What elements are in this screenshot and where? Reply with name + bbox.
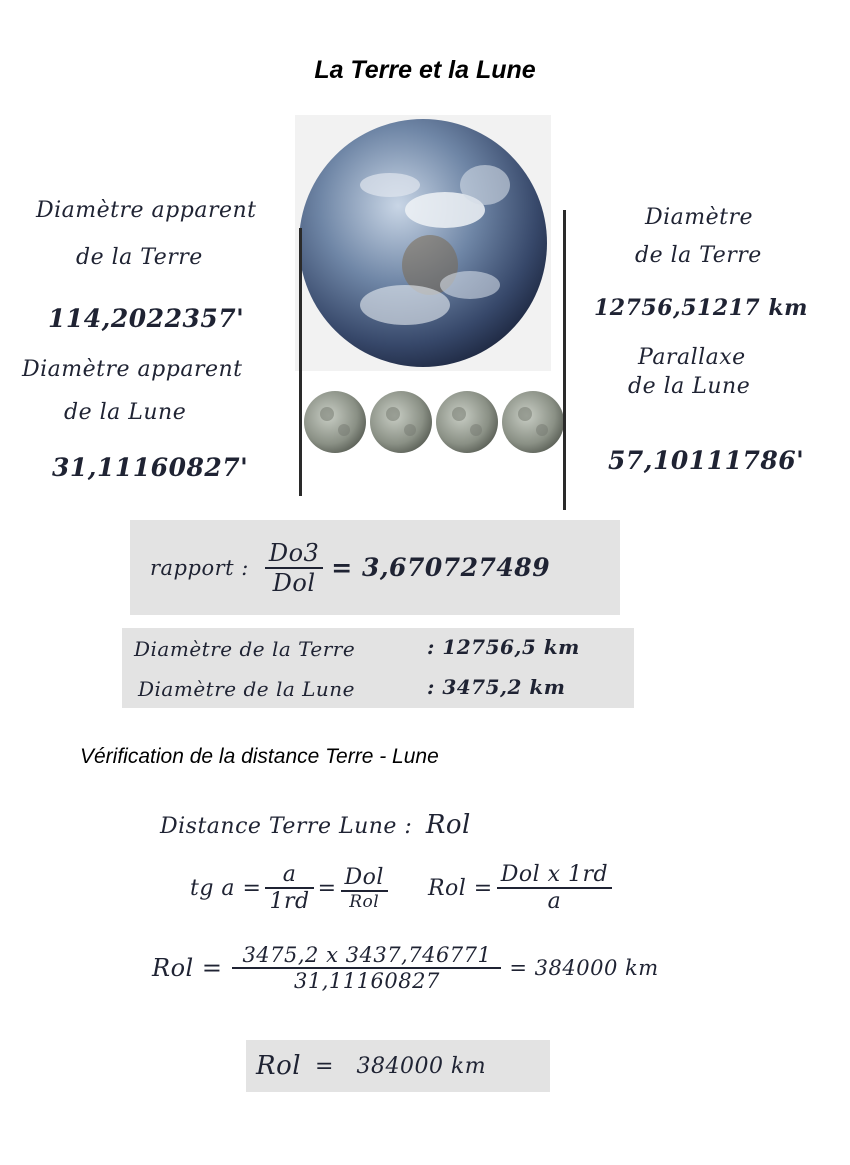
earth-image (295, 115, 551, 371)
tg-fraction-2 (341, 865, 388, 912)
ratio-denominator: Dol (272, 568, 316, 597)
arcmin-mark: ' (240, 453, 249, 482)
tg-prefix: tg a = (190, 875, 262, 901)
moon-apparent-value (52, 453, 248, 482)
ratio-result: = 3,670727489 (331, 553, 551, 582)
calc-numerator: 3475,2 x 3437,746771 (232, 943, 501, 969)
result-symbol: Rol (256, 1051, 302, 1081)
parallax-label-1: Parallaxe (638, 345, 746, 370)
moon-icon-3 (436, 391, 498, 453)
ratio-box (130, 520, 620, 615)
tangent-formula (190, 862, 612, 914)
moon-apparent-number: 31,11160827 (52, 453, 241, 482)
right-divider (563, 210, 566, 510)
moon-icon-1 (304, 391, 366, 453)
arcmin-mark: ' (796, 446, 805, 475)
earth-apparent-value (48, 304, 244, 333)
rol-numerator: Dol x 1rd (497, 862, 612, 889)
diameters-box (122, 628, 634, 708)
distance-line (160, 810, 471, 840)
tg-numerator: a (265, 862, 313, 889)
left-divider (299, 228, 302, 496)
ratio-numerator: Do3 (265, 539, 323, 569)
ratio-label: rapport : (150, 555, 249, 580)
earth-diameter-label-2: de la Terre (635, 243, 762, 268)
verification-heading: Vérification de la distance Terre - Lune (80, 745, 439, 768)
calc-result: = 384000 km (509, 956, 659, 980)
rol-denominator: a (547, 889, 562, 914)
tg-numerator-2: Dol (341, 865, 388, 892)
distance-symbol: Rol (425, 810, 471, 840)
earth-diameter-row-label: Diamètre de la Terre (134, 637, 356, 661)
page-title: La Terre et la Lune (314, 56, 536, 84)
rol-prefix: Rol = (427, 875, 493, 901)
tg-equals: = (317, 875, 337, 901)
moon-row (302, 390, 566, 454)
parallax-number: 57,10111786 (608, 446, 797, 475)
calculation-formula (152, 943, 659, 993)
earth-diameter-value: 12756,51217 km (594, 295, 808, 321)
moon-icons (302, 390, 566, 454)
tg-fraction-1 (265, 862, 313, 914)
calc-denominator: 31,11160827 (294, 969, 440, 993)
result-box (246, 1040, 550, 1092)
tg-denominator-2: Rol (349, 891, 380, 912)
earth-apparent-number: 114,2022357 (48, 304, 237, 333)
moon-icon-2 (370, 391, 432, 453)
earth-diameter-label-1: Diamètre (645, 205, 754, 230)
result-value: = 384000 km (315, 1053, 487, 1079)
earth-apparent-label-1: Diamètre apparent (36, 198, 257, 223)
parallax-value (608, 446, 804, 475)
arcmin-mark: ' (236, 304, 245, 333)
distance-label: Distance Terre Lune : (160, 814, 413, 839)
moon-apparent-label-1: Diamètre apparent (22, 357, 243, 382)
moon-apparent-label-2: de la Lune (64, 400, 187, 425)
rol-fraction (497, 862, 612, 914)
calc-prefix: Rol = (152, 954, 223, 982)
tg-denominator: 1rd (269, 889, 310, 914)
moon-icon-4 (502, 391, 564, 453)
ratio-fraction (265, 539, 323, 597)
moon-diameter-row-value: : 3475,2 km (427, 675, 566, 699)
moon-diameter-row-label: Diamètre de la Lune (138, 677, 355, 701)
parallax-label-2: de la Lune (628, 374, 751, 399)
calc-fraction (232, 943, 501, 993)
earth-diameter-row-value: : 12756,5 km (427, 635, 580, 659)
earth-apparent-label-2: de la Terre (76, 245, 203, 270)
earth-globe-icon (295, 115, 551, 371)
